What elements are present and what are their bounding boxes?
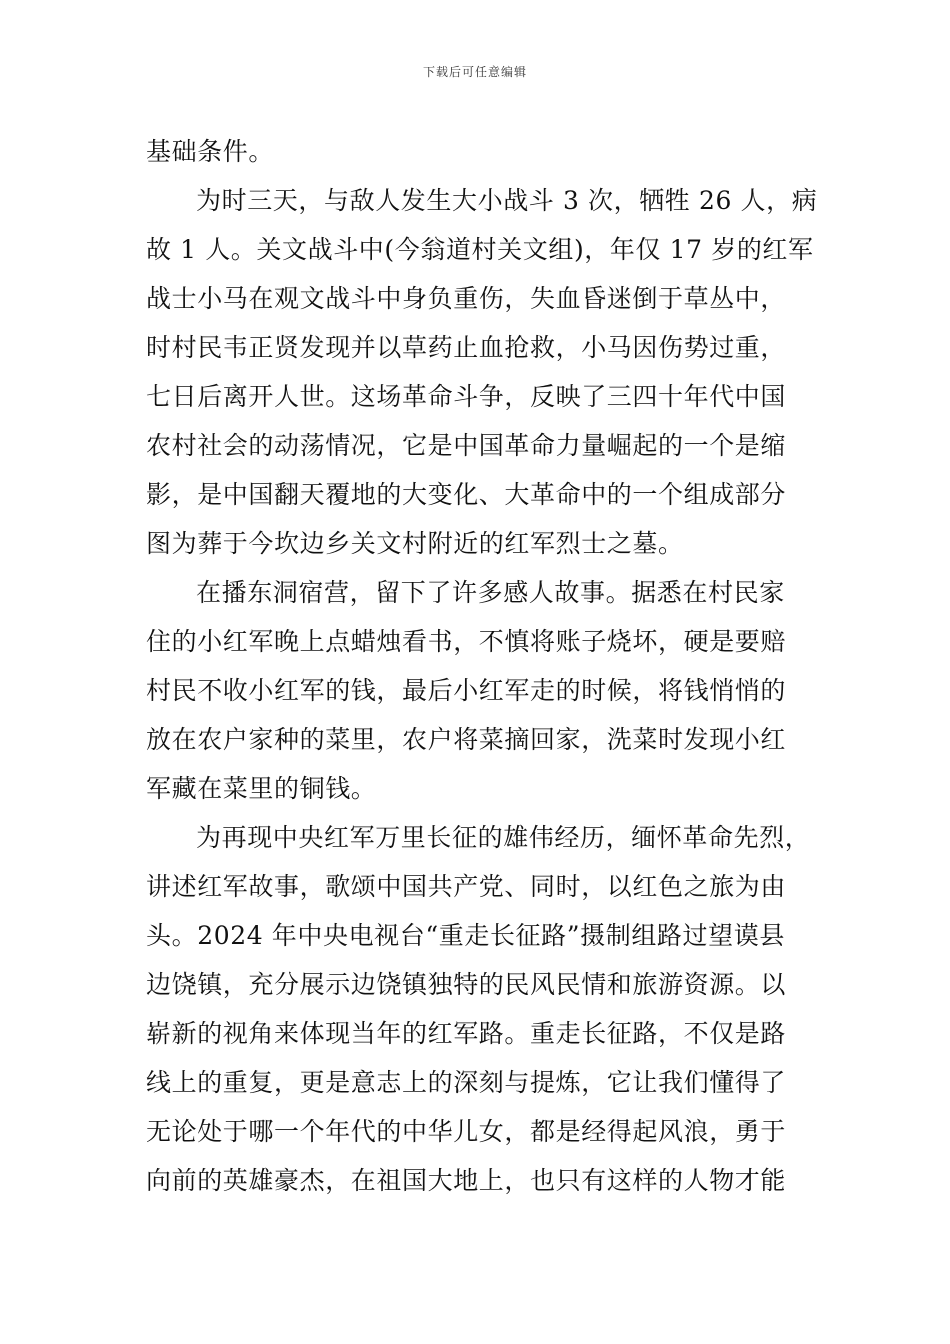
- paragraph-start-line: 在播东洞宿营，留下了许多感人故事。据悉在村民家: [196, 578, 785, 607]
- text-line: 农村社会的动荡情况，它是中国革命力量崛起的一个是缩: [146, 431, 787, 460]
- text-line: 向前的英雄豪杰，在祖国大地上，也只有这样的人物才能: [146, 1166, 787, 1195]
- paragraph-start-line: 为再现中央红军万里长征的雄伟经历，缅怀革命先烈，: [196, 823, 811, 852]
- text-line: 战士小马在观文战斗中身负重伤，失血昏迷倒于草丛中，: [146, 284, 787, 313]
- text-line: 线上的重复，更是意志上的深刻与提炼，它让我们懂得了: [146, 1068, 787, 1097]
- text-line: 军藏在菜里的铜钱。: [146, 774, 377, 803]
- text-line: 影，是中国翻天覆地的大变化、大革命中的一个组成部分: [146, 480, 787, 509]
- page-header: 下载后可任意编辑: [422, 65, 527, 79]
- text-line: 图为葬于今坎边乡关文村附近的红军烈士之墓。: [146, 529, 684, 558]
- text-line: 七日后离开人世。这场革命斗争，反映了三四十年代中国: [146, 382, 787, 411]
- text-line: 边饶镇，充分展示边饶镇独特的民风民情和旅游资源。以: [146, 970, 787, 999]
- text-line: 无论处于哪一个年代的中华儿女，都是经得起风浪，勇于: [146, 1117, 787, 1146]
- text-line: 基础条件。: [146, 137, 275, 166]
- text-line: 村民不收小红军的钱，最后小红军走的时候，将钱悄悄的: [146, 676, 787, 705]
- text-line: 讲述红军故事，歌颂中国共产党、同时，以红色之旅为由: [146, 872, 787, 901]
- text-line: 住的小红军晚上点蜡烛看书，不慎将账子烧坏，硬是要赔: [146, 627, 787, 656]
- text-line: 放在农户家种的菜里，农户将菜摘回家，洗菜时发现小红: [146, 725, 787, 754]
- text-line: 头。2024 年中央电视台“重走长征路”摄制组路过望谟县: [146, 921, 785, 950]
- document-body: [146, 127, 818, 1205]
- text-line: 时村民韦正贤发现并以草药止血抢救，小马因伤势过重，: [146, 333, 787, 362]
- paragraph-start-line: 为时三天，与敌人发生大小战斗 3 次，牺牲 26 人，病: [196, 186, 818, 215]
- text-line: 崭新的视角来体现当年的红军路。重走长征路，不仅是路: [146, 1019, 787, 1048]
- text-line: 故 1 人。关文战斗中(今翁道村关文组)，年仅 17 岁的红军: [146, 235, 814, 264]
